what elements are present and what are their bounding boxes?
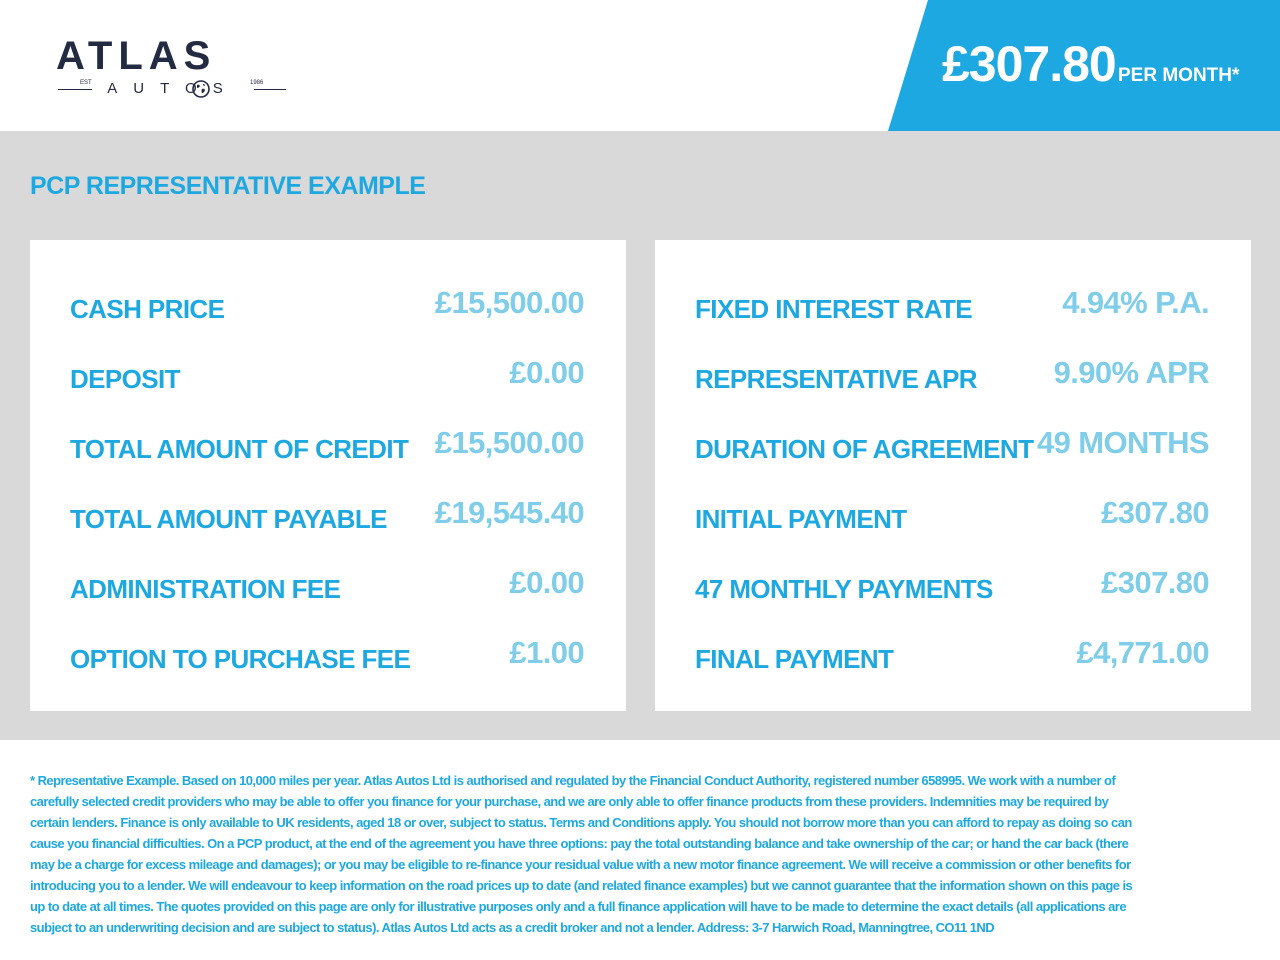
logo-est-year: 1986 xyxy=(250,80,264,86)
row-label: ADMINISTRATION FEE xyxy=(70,574,341,604)
row-label: TOTAL AMOUNT OF CREDIT xyxy=(70,434,409,464)
finance-row-monthly-payments xyxy=(695,565,1211,605)
monthly-price-amount: £307.80 xyxy=(942,36,1116,92)
finance-row-total-payable xyxy=(70,495,586,535)
finance-row-total-credit xyxy=(70,425,586,465)
monthly-price-suffix: PER MONTH* xyxy=(1118,65,1240,86)
row-value: 4.94% P.A. xyxy=(1062,285,1209,320)
finance-row-final-payment xyxy=(695,635,1211,675)
row-label: FINAL PAYMENT xyxy=(695,644,894,674)
finance-row-deposit xyxy=(70,355,586,395)
atlas-autos-logo xyxy=(56,36,292,102)
globe-icon xyxy=(192,80,210,98)
finance-example-section xyxy=(0,131,1280,740)
finance-panel-left xyxy=(30,240,626,711)
row-label: 47 MONTHLY PAYMENTS xyxy=(695,574,993,604)
header xyxy=(0,0,1280,131)
finance-row-cash-price xyxy=(70,285,586,325)
finance-disclaimer: * Representative Example. Based on 10,000 miles per year. Atlas Autos Ltd is authorised and regulated by the Financial Conduct Authority, registered number 658995. We work with a number of carefully selected credit providers who may be able to offer you finance for your purchase, and we are only able to offer finance products from these providers. Indemnities may be required by certain lenders. Finance is only available to UK residents, aged 18 or over, subject to status. Terms and Conditions apply. You should not borrow more than you can afford to repay as doing so can cause you financial difficulties. On a PCP product, at the end of the agreement you have three options: pay the total outstanding balance and take ownership of the car; or hand the car back (there may be a charge for excess mileage and damages); or you may be eligible to re-finance your residual value with a new motor finance agreement. We will receive a commission or other benefits for introducing you to a lender. We will endeavour to keep information on the road prices up to date (and related finance examples) but we cannot guarantee that the information shown on this page is up to date at all times. The quotes provided on this page are only for illustrative purposes only and a full finance application will have to be made to determine the exact details (all applications are subject to an underwriting decision and are subject to status). Atlas Autos Ltd acts as a credit broker and not a lender. Address: 3-7 Harwich Road, Manningtree, CO11 1ND xyxy=(30,773,1133,935)
row-label: TOTAL AMOUNT PAYABLE xyxy=(70,504,387,534)
logo-subname: AUTOS xyxy=(107,80,239,97)
logo-est-label: EST xyxy=(80,80,92,86)
logo-subline xyxy=(58,79,288,99)
finance-panel-right xyxy=(655,240,1251,711)
row-value: £307.80 xyxy=(1101,495,1209,530)
finance-row-interest-rate xyxy=(695,285,1211,325)
finance-row-apr xyxy=(695,355,1211,395)
logo-wordmark: ATLAS xyxy=(56,34,217,78)
row-value: 49 MONTHS xyxy=(1036,425,1209,460)
row-label: FIXED INTEREST RATE xyxy=(695,294,973,324)
finance-row-duration xyxy=(695,425,1211,465)
finance-row-initial-payment xyxy=(695,495,1211,535)
row-label: CASH PRICE xyxy=(70,294,225,324)
row-value: £19,545.40 xyxy=(434,495,584,530)
row-value: £15,500.00 xyxy=(434,285,584,320)
row-value: £4,771.00 xyxy=(1076,635,1209,670)
row-value: £0.00 xyxy=(509,355,584,390)
row-value: £15,500.00 xyxy=(434,425,584,460)
monthly-price-banner xyxy=(888,0,1280,131)
row-value: £307.80 xyxy=(1101,565,1209,600)
logo-rule-right xyxy=(254,89,286,90)
row-value: £1.00 xyxy=(509,635,584,670)
finance-row-purchase-fee xyxy=(70,635,586,675)
row-label: OPTION TO PURCHASE FEE xyxy=(70,644,411,674)
row-label: REPRESENTATIVE APR xyxy=(695,364,977,394)
row-label: DURATION OF AGREEMENT xyxy=(695,434,1034,464)
row-value: £0.00 xyxy=(509,565,584,600)
finance-row-admin-fee xyxy=(70,565,586,605)
section-title: PCP REPRESENTATIVE EXAMPLE xyxy=(30,172,426,200)
row-label: DEPOSIT xyxy=(70,364,180,394)
row-value: 9.90% APR xyxy=(1053,355,1209,390)
logo-rule-left xyxy=(58,89,92,90)
row-label: INITIAL PAYMENT xyxy=(695,504,907,534)
